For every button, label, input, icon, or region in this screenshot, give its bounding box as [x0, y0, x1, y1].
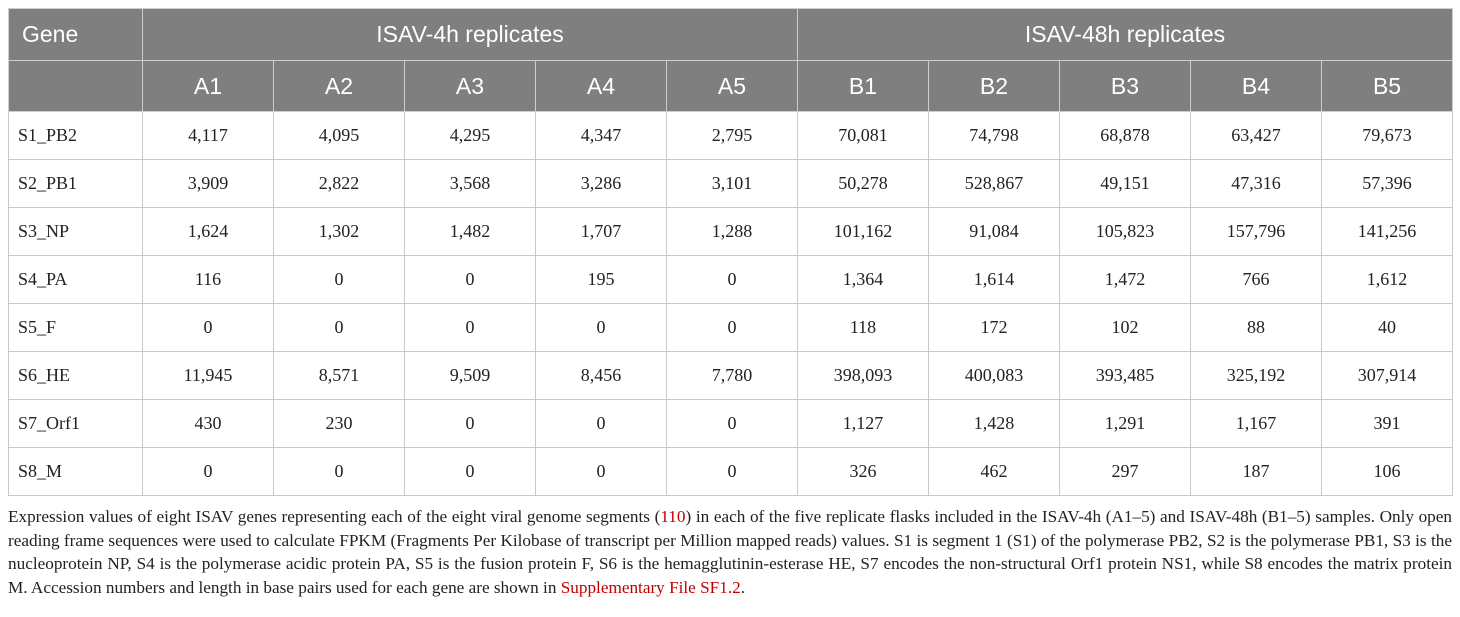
value-cell: 0 [274, 304, 405, 352]
value-cell: 172 [929, 304, 1060, 352]
caption-text: Expression values of eight ISAV genes representing each of the eight viral genome segments ( [8, 507, 661, 526]
value-cell: 68,878 [1060, 112, 1191, 160]
header-gene-blank [9, 61, 143, 112]
value-cell: 0 [143, 448, 274, 496]
reference-link[interactable]: 110 [660, 507, 686, 526]
value-cell: 230 [274, 400, 405, 448]
value-cell: 297 [1060, 448, 1191, 496]
value-cell: 50,278 [798, 160, 929, 208]
value-cell: 63,427 [1191, 112, 1322, 160]
gene-cell: S8_M [9, 448, 143, 496]
value-cell: 0 [405, 304, 536, 352]
value-cell: 0 [667, 448, 798, 496]
value-cell: 88 [1191, 304, 1322, 352]
value-cell: 1,364 [798, 256, 929, 304]
value-cell: 4,095 [274, 112, 405, 160]
value-cell: 101,162 [798, 208, 929, 256]
value-cell: 0 [274, 448, 405, 496]
caption-text-continued: ) in each of the five replicate flasks included in the ISAV-4h (A1–5) and ISAV-48h (B1–5) samples. Only open reading frame sequences were used to calculate FPKM (Fragments Per Kilobase of transcript per Million mapped reads) values. S1 is segment 1 (S1) of the polymerase PB2, S2 is the polymerase PB1, S3 is the nucleoprotein NP, S4 is the polymerase acidic protein PA, S5 is the fusion protein F, S6 is the hemagglutinin-esterase HE, S7 encodes the non-structural Orf1 protein NS1, while S8 encodes the matrix protein M. Accession numbers and length in base pairs used for each gene are shown in [8, 507, 1452, 597]
value-cell: 398,093 [798, 352, 929, 400]
table-row [9, 304, 1453, 352]
value-cell: 49,151 [1060, 160, 1191, 208]
value-cell: 187 [1191, 448, 1322, 496]
table-body [9, 112, 1453, 496]
column-header: B2 [929, 61, 1060, 112]
gene-cell: S2_PB1 [9, 160, 143, 208]
gene-cell: S4_PA [9, 256, 143, 304]
caption-end: . [740, 577, 746, 597]
value-cell: 11,945 [143, 352, 274, 400]
value-cell: 1,482 [405, 208, 536, 256]
column-header: B5 [1322, 61, 1453, 112]
value-cell: 1,624 [143, 208, 274, 256]
value-cell: 3,909 [143, 160, 274, 208]
value-cell: 9,509 [405, 352, 536, 400]
value-cell: 0 [536, 304, 667, 352]
gene-cell: S7_Orf1 [9, 400, 143, 448]
table-row [9, 256, 1453, 304]
value-cell: 0 [667, 256, 798, 304]
gene-cell: S6_HE [9, 352, 143, 400]
value-cell: 766 [1191, 256, 1322, 304]
supplementary-file-link[interactable]: Supplementary File SF1.2 [560, 577, 741, 597]
value-cell: 105,823 [1060, 208, 1191, 256]
table-row [9, 208, 1453, 256]
value-cell: 106 [1322, 448, 1453, 496]
value-cell: 0 [536, 400, 667, 448]
value-cell: 0 [667, 400, 798, 448]
header-gene: Gene [9, 9, 143, 61]
value-cell: 8,571 [274, 352, 405, 400]
value-cell: 116 [143, 256, 274, 304]
value-cell: 157,796 [1191, 208, 1322, 256]
column-header: A5 [667, 61, 798, 112]
value-cell: 7,780 [667, 352, 798, 400]
column-header: B4 [1191, 61, 1322, 112]
value-cell: 0 [274, 256, 405, 304]
gene-cell: S1_PB2 [9, 112, 143, 160]
value-cell: 2,822 [274, 160, 405, 208]
value-cell: 40 [1322, 304, 1453, 352]
value-cell: 4,347 [536, 112, 667, 160]
column-header: B3 [1060, 61, 1191, 112]
value-cell: 1,428 [929, 400, 1060, 448]
gene-cell: S3_NP [9, 208, 143, 256]
value-cell: 74,798 [929, 112, 1060, 160]
value-cell: 1,167 [1191, 400, 1322, 448]
header-row-replicates [9, 61, 1453, 112]
column-header: A2 [274, 61, 405, 112]
value-cell: 528,867 [929, 160, 1060, 208]
header-row-groups [9, 9, 1453, 61]
value-cell: 0 [143, 304, 274, 352]
value-cell: 79,673 [1322, 112, 1453, 160]
table-row [9, 112, 1453, 160]
column-header: B1 [798, 61, 929, 112]
value-cell: 307,914 [1322, 352, 1453, 400]
value-cell: 1,472 [1060, 256, 1191, 304]
value-cell: 0 [405, 400, 536, 448]
value-cell: 0 [405, 448, 536, 496]
value-cell: 1,302 [274, 208, 405, 256]
table-row [9, 448, 1453, 496]
value-cell: 70,081 [798, 112, 929, 160]
value-cell: 4,295 [405, 112, 536, 160]
expression-table [8, 8, 1453, 496]
value-cell: 1,127 [798, 400, 929, 448]
value-cell: 1,291 [1060, 400, 1191, 448]
value-cell: 400,083 [929, 352, 1060, 400]
header-group-4h: ISAV-4h replicates [143, 9, 798, 61]
header-group-48h: ISAV-48h replicates [798, 9, 1453, 61]
value-cell: 3,286 [536, 160, 667, 208]
value-cell: 325,192 [1191, 352, 1322, 400]
value-cell: 430 [143, 400, 274, 448]
table-header [9, 9, 1453, 112]
value-cell: 1,612 [1322, 256, 1453, 304]
value-cell: 1,288 [667, 208, 798, 256]
table-caption [8, 505, 1452, 599]
value-cell: 326 [798, 448, 929, 496]
value-cell: 47,316 [1191, 160, 1322, 208]
value-cell: 3,568 [405, 160, 536, 208]
value-cell: 1,614 [929, 256, 1060, 304]
column-header: A1 [143, 61, 274, 112]
value-cell: 0 [536, 448, 667, 496]
value-cell: 393,485 [1060, 352, 1191, 400]
value-cell: 3,101 [667, 160, 798, 208]
table-figure [8, 8, 1452, 617]
value-cell: 91,084 [929, 208, 1060, 256]
value-cell: 118 [798, 304, 929, 352]
value-cell: 4,117 [143, 112, 274, 160]
value-cell: 0 [405, 256, 536, 304]
value-cell: 141,256 [1322, 208, 1453, 256]
column-header: A4 [536, 61, 667, 112]
value-cell: 102 [1060, 304, 1191, 352]
value-cell: 462 [929, 448, 1060, 496]
value-cell: 391 [1322, 400, 1453, 448]
column-header: A3 [405, 61, 536, 112]
value-cell: 195 [536, 256, 667, 304]
value-cell: 57,396 [1322, 160, 1453, 208]
value-cell: 8,456 [536, 352, 667, 400]
value-cell: 1,707 [536, 208, 667, 256]
value-cell: 0 [667, 304, 798, 352]
table-row [9, 352, 1453, 400]
table-row [9, 160, 1453, 208]
table-row [9, 400, 1453, 448]
value-cell: 2,795 [667, 112, 798, 160]
gene-cell: S5_F [9, 304, 143, 352]
